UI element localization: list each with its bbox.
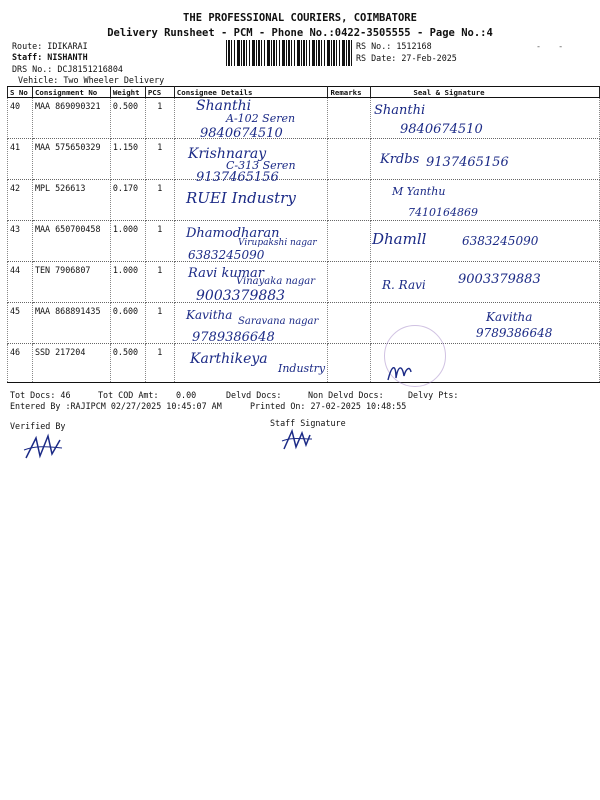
col-remarks: Remarks xyxy=(328,87,371,98)
hw-seal-45-phone: 9789386648 xyxy=(476,326,553,340)
row-consignment: TEN 7906807 xyxy=(32,262,110,303)
row-consignment: MAA 650700458 xyxy=(32,221,110,262)
row-weight: 0.170 xyxy=(110,180,145,221)
col-pcs: PCS xyxy=(145,87,174,98)
row-sno: 42 xyxy=(8,180,33,221)
hw-seal-45-name: Kavitha xyxy=(486,310,533,324)
hw-consignee-46-name: Karthikeya xyxy=(190,351,268,367)
row-remarks xyxy=(328,262,371,303)
hw-consignee-43-address: Virupakshi nagar xyxy=(238,238,317,248)
row-weight: 1.000 xyxy=(110,262,145,303)
row-remarks xyxy=(328,303,371,344)
col-weight: Weight xyxy=(110,87,145,98)
hw-consignee-43-phone: 6383245090 xyxy=(188,248,265,262)
hw-consignee-43-name: Dhamodharan xyxy=(186,226,280,241)
rs-number: RS No.: 1512168 xyxy=(356,41,432,51)
delivered-docs: Delvd Docs: xyxy=(226,390,282,400)
vehicle: Vehicle: Two Wheeler Delivery xyxy=(18,75,165,85)
staff-signature-label: Staff Signature xyxy=(270,418,346,428)
row-remarks xyxy=(328,139,371,180)
hw-consignee-45-name: Kavitha xyxy=(186,308,233,322)
hw-seal-41-name: Krdbs xyxy=(380,152,420,167)
row-46-signature xyxy=(384,358,414,388)
row-weight: 1.150 xyxy=(110,139,145,180)
drs-number: DRS No.: DCJ8151216804 xyxy=(12,64,123,74)
hw-seal-44-name: R. Ravi xyxy=(382,278,426,292)
row-remarks xyxy=(328,221,371,262)
hw-consignee-46-address: Industry xyxy=(278,362,326,375)
verified-by-label: Verified By xyxy=(10,421,66,431)
delivery-points: Delvy Pts: xyxy=(408,390,459,400)
row-sno: 44 xyxy=(8,262,33,303)
hw-consignee-41-address: C-313 Seren xyxy=(226,159,296,172)
hw-seal-43-phone: 6383245090 xyxy=(462,234,539,248)
row-consignment: MPL 526613 xyxy=(32,180,110,221)
non-delivered-docs: Non Delvd Docs: xyxy=(308,390,384,400)
row-pcs: 1 xyxy=(145,221,174,262)
table-row xyxy=(8,180,600,221)
row-pcs: 1 xyxy=(145,180,174,221)
hw-consignee-41-name: Krishnaray xyxy=(188,146,267,162)
row-remarks xyxy=(328,180,371,221)
hw-consignee-40-address: A-102 Seren xyxy=(226,112,296,125)
table-row xyxy=(8,98,600,139)
row-consignment: MAA 868891435 xyxy=(32,303,110,344)
printed-on: Printed On: 27-02-2025 10:48:55 xyxy=(250,401,407,411)
rs-date: RS Date: 27-Feb-2025 xyxy=(356,53,457,63)
staff: Staff: NISHANTH xyxy=(12,52,88,62)
hw-seal-42-name: M Yanthu xyxy=(392,185,446,198)
row-consignment: SSD 217204 xyxy=(32,344,110,383)
row-consignment: MAA 575650329 xyxy=(32,139,110,180)
row-sno: 46 xyxy=(8,344,33,383)
row-consignment: MAA 869090321 xyxy=(32,98,110,139)
col-seal-signature: Seal & Signature xyxy=(371,87,600,98)
hw-consignee-44-address: Vinayaka nagar xyxy=(236,276,316,287)
corner-marks: - - xyxy=(536,41,570,51)
hw-consignee-44-phone: 9003379883 xyxy=(196,288,286,304)
row-sno: 45 xyxy=(8,303,33,344)
hw-seal-40-name: Shanthi xyxy=(374,103,426,118)
col-consignment: Consignment No xyxy=(32,87,110,98)
row-weight: 0.600 xyxy=(110,303,145,344)
hw-consignee-41-phone: 9137465156 xyxy=(196,170,279,185)
total-docs: Tot Docs: 46 xyxy=(10,390,71,400)
row-pcs: 1 xyxy=(145,344,174,383)
hw-consignee-44-name: Ravi kumar xyxy=(188,266,265,281)
row-sno: 43 xyxy=(8,221,33,262)
hw-consignee-45-address: Saravana nagar xyxy=(238,316,319,327)
hw-consignee-40-name: Shanthi xyxy=(196,98,252,114)
hw-consignee-42-name: RUEI Industry xyxy=(186,189,296,207)
table-header xyxy=(8,87,600,98)
entered-by: Entered By :RAJIPCM 02/27/2025 10:45:07 AM xyxy=(10,401,222,411)
row-pcs: 1 xyxy=(145,98,174,139)
hw-consignee-40-phone: 9840674510 xyxy=(200,126,283,141)
row-weight: 0.500 xyxy=(110,98,145,139)
row-pcs: 1 xyxy=(145,262,174,303)
runsheet-title: Delivery Runsheet - PCM - Phone No.:0422-3505555 - Page No.:4 xyxy=(107,27,493,39)
hw-seal-41-phone: 9137465156 xyxy=(426,155,509,170)
company-title: THE PROFESSIONAL COURIERS, COIMBATORE xyxy=(183,12,417,24)
verified-by-signature xyxy=(22,432,64,462)
row-weight: 0.500 xyxy=(110,344,145,383)
row-pcs: 1 xyxy=(145,139,174,180)
total-cod-label: Tot COD Amt: xyxy=(98,390,159,400)
col-sno: S No xyxy=(8,87,33,98)
hw-consignee-45-phone: 9789386648 xyxy=(192,330,275,345)
row-sno: 40 xyxy=(8,98,33,139)
row-remarks xyxy=(328,344,371,383)
row-pcs: 1 xyxy=(145,303,174,344)
staff-signature xyxy=(280,427,314,453)
route: Route: IDIKARAI xyxy=(12,41,88,51)
row-weight: 1.000 xyxy=(110,221,145,262)
hw-seal-43-name: Dhamll xyxy=(372,230,427,248)
row-remarks xyxy=(328,98,371,139)
col-consignee: Consignee Details xyxy=(174,87,328,98)
hw-seal-44-phone: 9003379883 xyxy=(458,272,541,287)
row-sno: 41 xyxy=(8,139,33,180)
hw-seal-42-phone: 7410164869 xyxy=(408,206,478,219)
table-row xyxy=(8,139,600,180)
barcode xyxy=(226,40,352,66)
hw-seal-40-phone: 9840674510 xyxy=(400,122,483,137)
total-cod-value: 0.00 xyxy=(176,390,197,400)
